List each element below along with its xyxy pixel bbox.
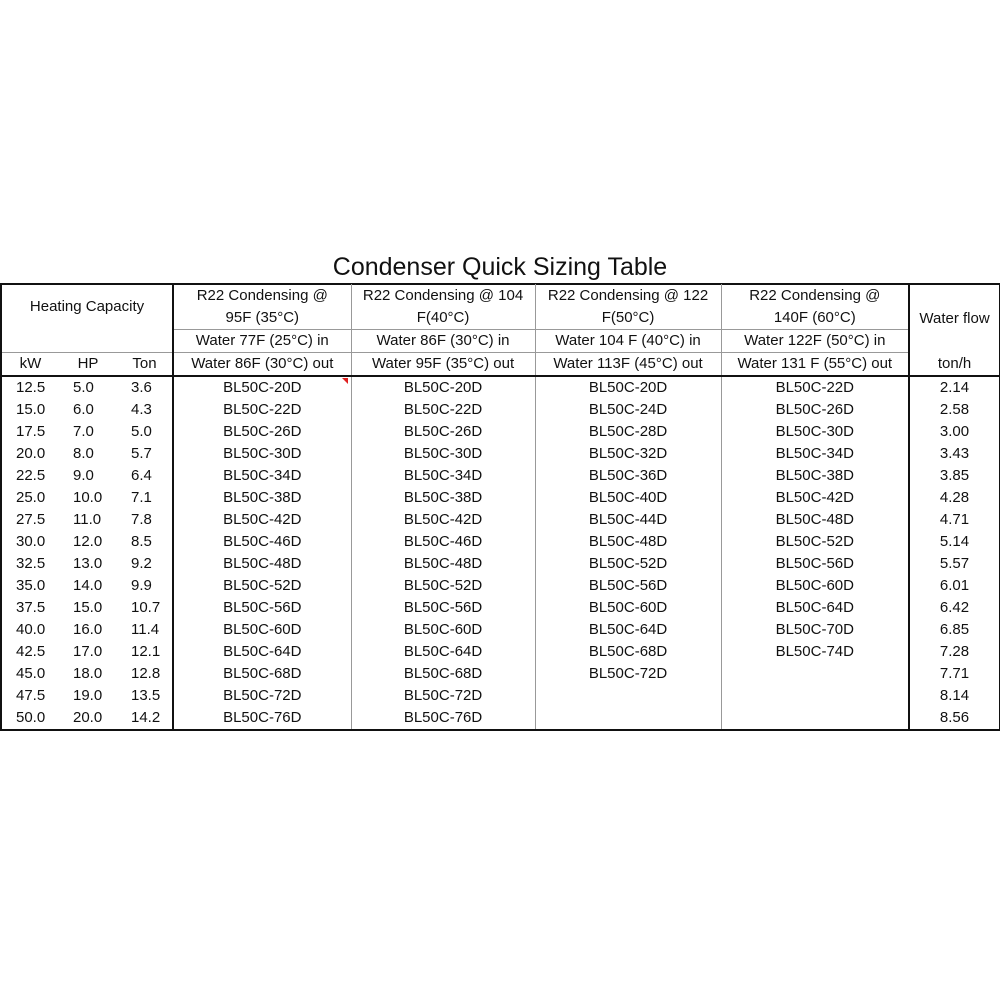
hp-cell: 9.0	[73, 467, 94, 484]
table-row	[1, 487, 1000, 509]
col2-model-cell: BL50C-30D	[351, 443, 535, 465]
kw-cell: 25.0	[1, 487, 59, 509]
ton-cell: 5.0	[131, 423, 152, 440]
kw-cell: 45.0	[1, 663, 59, 685]
ton-cell: 9.2	[131, 555, 152, 572]
col4-model-cell: BL50C-64D	[721, 597, 909, 619]
hp-cell: 15.0	[73, 599, 103, 616]
col4-model-cell: BL50C-22D	[721, 376, 909, 399]
col1-model-cell: BL50C-72D	[173, 685, 351, 707]
water-flow-cell: 2.14	[909, 376, 1000, 399]
col1-model-cell: BL50C-46D	[173, 531, 351, 553]
table-row	[1, 663, 1000, 685]
table-row	[1, 443, 1000, 465]
kw-header: kW	[1, 353, 59, 377]
hp-cell: 20.0	[59, 707, 117, 730]
table-row	[1, 509, 1000, 531]
ton-cell: 8.5	[131, 533, 152, 550]
kw-cell: 35.0	[1, 575, 59, 597]
col1-model-cell: BL50C-56D	[173, 597, 351, 619]
col1-water-out: Water 86F (30°C) out	[173, 353, 351, 377]
col3-model-cell: BL50C-44D	[535, 509, 721, 531]
col4-model-cell: BL50C-74D	[721, 641, 909, 663]
ton-cell: 9.9	[131, 577, 152, 594]
sizing-table	[0, 283, 1000, 731]
col3-water-in: Water 104 F (40°C) in	[535, 330, 721, 353]
ton-cell: 7.8	[131, 511, 152, 528]
kw-cell: 47.5	[1, 685, 59, 707]
table-row	[1, 376, 1000, 399]
col1-model-cell: BL50C-26D	[173, 421, 351, 443]
col3-model-cell: BL50C-52D	[535, 553, 721, 575]
ton-cell: 3.6	[131, 379, 152, 396]
col1-model-cell: BL50C-38D	[173, 487, 351, 509]
hp-cell: 17.0	[73, 643, 103, 660]
kw-cell: 30.0	[1, 531, 59, 553]
col4-model-cell	[721, 663, 909, 685]
col2-model-cell: BL50C-22D	[351, 399, 535, 421]
water-flow-cell: 5.14	[909, 531, 1000, 553]
col2-model-cell: BL50C-38D	[351, 487, 535, 509]
ton-cell: 4.3	[131, 401, 152, 418]
kw-cell: 40.0	[1, 619, 59, 641]
col1-model-cell: BL50C-20D	[173, 376, 351, 399]
hp-cell: 19.0	[73, 687, 103, 704]
water-flow-cell: 2.58	[909, 399, 1000, 421]
water-flow-cell: 8.56	[909, 707, 1000, 730]
water-flow-cell: 3.43	[909, 443, 1000, 465]
col2-model-cell: BL50C-60D	[351, 619, 535, 641]
col2-water-out: Water 95F (35°C) out	[351, 353, 535, 377]
water-flow-cell: 5.57	[909, 553, 1000, 575]
col1-model-cell: BL50C-68D	[173, 663, 351, 685]
col2-model-cell: BL50C-46D	[351, 531, 535, 553]
col4-model-cell: BL50C-30D	[721, 421, 909, 443]
col3-model-cell: BL50C-48D	[535, 531, 721, 553]
comment-marker-icon	[342, 378, 348, 384]
ton-cell: 6.4	[131, 467, 152, 484]
hp-cell: 13.0	[73, 555, 103, 572]
kw-cell: 32.5	[1, 553, 59, 575]
col3-model-cell: BL50C-68D	[535, 641, 721, 663]
col4-model-cell: BL50C-34D	[721, 443, 909, 465]
col1-water-in: Water 77F (25°C) in	[173, 330, 351, 353]
col2-model-cell: BL50C-20D	[351, 376, 535, 399]
hp-cell: 8.0	[73, 445, 94, 462]
ton-cell: 13.5	[131, 687, 161, 704]
col4-water-in: Water 122F (50°C) in	[721, 330, 909, 353]
col4-model-cell: BL50C-48D	[721, 509, 909, 531]
col4-model-cell: BL50C-60D	[721, 575, 909, 597]
col4-model-cell: BL50C-52D	[721, 531, 909, 553]
col2-model-cell: BL50C-64D	[351, 641, 535, 663]
col1-model-cell: BL50C-52D	[173, 575, 351, 597]
col2-condensing-header: R22 Condensing @ 104 F(40°C)	[351, 284, 535, 330]
table-row	[1, 619, 1000, 641]
water-flow-cell: 8.14	[909, 685, 1000, 707]
col4-water-out: Water 131 F (55°C) out	[721, 353, 909, 377]
table-row	[1, 575, 1000, 597]
ton-header: Ton	[117, 353, 173, 377]
water-flow-cell: 6.01	[909, 575, 1000, 597]
col4-condensing-header: R22 Condensing @ 140F (60°C)	[721, 284, 909, 330]
col1-model-cell: BL50C-22D	[173, 399, 351, 421]
water-flow-cell: 6.85	[909, 619, 1000, 641]
col3-model-cell	[535, 707, 721, 730]
table-row	[1, 685, 1000, 707]
hp-cell: 12.0	[73, 533, 103, 550]
table-row	[1, 597, 1000, 619]
col1-model-cell: BL50C-30D	[173, 443, 351, 465]
ton-cell: 12.1	[131, 643, 161, 660]
hp-cell: 14.0	[73, 577, 103, 594]
col3-model-cell: BL50C-24D	[535, 399, 721, 421]
col2-water-in: Water 86F (30°C) in	[351, 330, 535, 353]
col3-model-cell: BL50C-32D	[535, 443, 721, 465]
hp-cell: 6.0	[73, 401, 94, 418]
col2-model-cell: BL50C-34D	[351, 465, 535, 487]
ton-cell: 7.1	[131, 489, 152, 506]
col3-model-cell	[535, 685, 721, 707]
hp-header: HP	[59, 353, 117, 377]
col4-model-cell: BL50C-70D	[721, 619, 909, 641]
hp-cell: 11.0	[73, 511, 102, 528]
ton-cell: 12.8	[131, 665, 161, 682]
ton-cell: 10.7	[131, 599, 161, 616]
table-row	[1, 553, 1000, 575]
col3-model-cell: BL50C-28D	[535, 421, 721, 443]
water-flow-cell: 3.00	[909, 421, 1000, 443]
col2-model-cell: BL50C-68D	[351, 663, 535, 685]
kw-cell: 12.5	[1, 376, 59, 399]
col4-model-cell	[721, 685, 909, 707]
col3-model-cell: BL50C-56D	[535, 575, 721, 597]
table-row	[1, 421, 1000, 443]
hp-cell: 7.0	[73, 423, 94, 440]
col2-model-cell: BL50C-76D	[351, 707, 535, 730]
col2-model-cell: BL50C-52D	[351, 575, 535, 597]
col4-model-cell: BL50C-38D	[721, 465, 909, 487]
col2-model-cell: BL50C-48D	[351, 553, 535, 575]
col2-model-cell: BL50C-42D	[351, 509, 535, 531]
kw-cell: 37.5	[1, 597, 59, 619]
ton-cell: 5.7	[131, 445, 152, 462]
ton-cell: 11.4	[131, 621, 160, 638]
col2-model-cell: BL50C-72D	[351, 685, 535, 707]
col3-model-cell: BL50C-64D	[535, 619, 721, 641]
kw-cell: 50.0	[1, 707, 59, 730]
kw-cell: 15.0	[1, 399, 59, 421]
hp-cell: 16.0	[73, 621, 103, 638]
col3-model-cell: BL50C-60D	[535, 597, 721, 619]
col3-model-cell: BL50C-40D	[535, 487, 721, 509]
col1-model-cell: BL50C-76D	[173, 707, 351, 730]
col1-model-cell: BL50C-42D	[173, 509, 351, 531]
table-row	[1, 641, 1000, 663]
col3-model-cell: BL50C-20D	[535, 376, 721, 399]
table-row	[1, 399, 1000, 421]
col2-model-cell: BL50C-26D	[351, 421, 535, 443]
table-row	[1, 531, 1000, 553]
hp-cell: 5.0	[73, 379, 94, 396]
kw-cell: 27.5	[1, 509, 59, 531]
col1-condensing-header: R22 Condensing @ 95F (35°C)	[173, 284, 351, 330]
page-title: Condenser Quick Sizing Table	[332, 253, 668, 281]
kw-cell: 20.0	[1, 443, 59, 465]
water-flow-cell: 7.71	[909, 663, 1000, 685]
water-flow-cell: 4.28	[909, 487, 1000, 509]
kw-cell: 22.5	[1, 465, 59, 487]
col4-model-cell: BL50C-42D	[721, 487, 909, 509]
ton-cell: 14.2	[117, 707, 173, 730]
hp-cell: 18.0	[73, 665, 103, 682]
col4-model-cell: BL50C-56D	[721, 553, 909, 575]
kw-cell: 17.5	[1, 421, 59, 443]
water-flow-cell: 3.85	[909, 465, 1000, 487]
water-flow-header: Water flow	[909, 284, 1000, 353]
kw-cell: 42.5	[1, 641, 59, 663]
col4-model-cell	[721, 707, 909, 730]
col1-model-cell: BL50C-60D	[173, 619, 351, 641]
col1-model-cell: BL50C-64D	[173, 641, 351, 663]
col3-condensing-header: R22 Condensing @ 122 F(50°C)	[535, 284, 721, 330]
water-flow-cell: 7.28	[909, 641, 1000, 663]
table-row	[1, 707, 1000, 730]
water-flow-cell: 6.42	[909, 597, 1000, 619]
water-flow-cell: 4.71	[909, 509, 1000, 531]
col3-model-cell: BL50C-72D	[535, 663, 721, 685]
col3-water-out: Water 113F (45°C) out	[535, 353, 721, 377]
col3-model-cell: BL50C-36D	[535, 465, 721, 487]
heating-capacity-spacer	[1, 330, 173, 353]
col4-model-cell: BL50C-26D	[721, 399, 909, 421]
col2-model-cell: BL50C-56D	[351, 597, 535, 619]
heating-capacity-header: Heating Capacity	[1, 284, 173, 330]
hp-cell: 10.0	[73, 489, 103, 506]
flow-unit-header: ton/h	[909, 353, 1000, 377]
col1-model-cell: BL50C-48D	[173, 553, 351, 575]
col1-model-cell: BL50C-34D	[173, 465, 351, 487]
table-row	[1, 465, 1000, 487]
